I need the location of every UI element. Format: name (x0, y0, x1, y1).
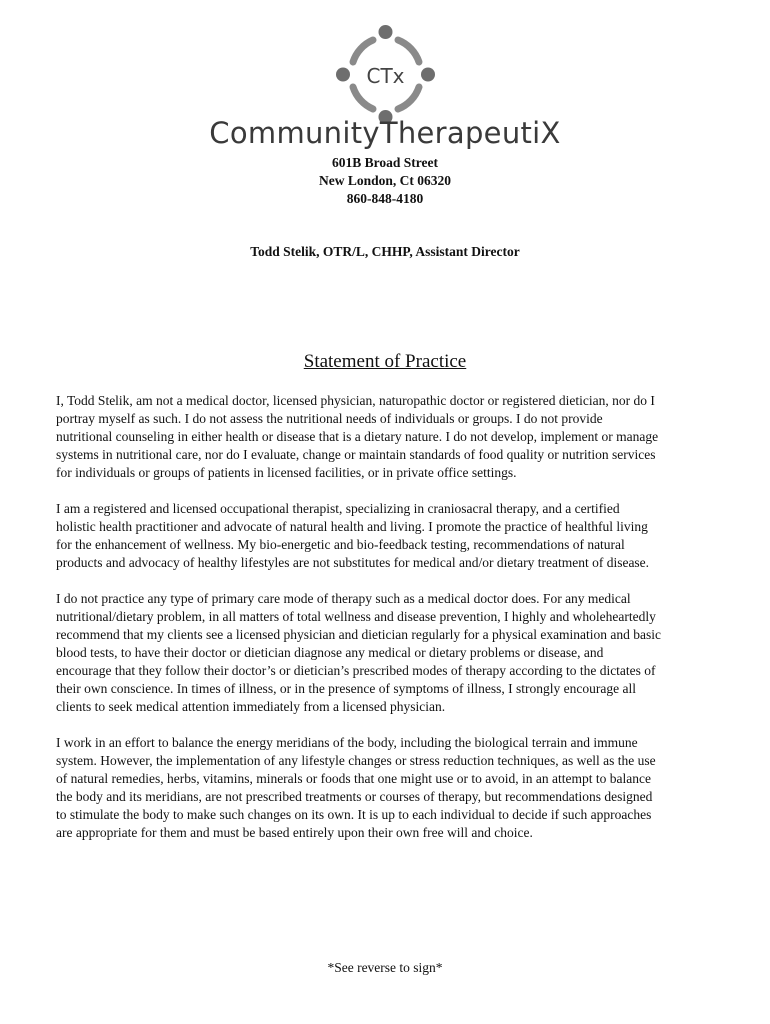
paragraph-4: I work in an effort to balance the energy meridians of the body, including the biological terrain and immune system. However, the implementation of any lifestyle changes or stress reduction techniques, as well as the use of natural remedies, herbs, vitamins, minerals or foods that one might use or to avoid, in an attempt to balance the body and its meridians, are not prescribed treatments or courses of therapy, but recommendations designed to stimulate the body to make such changes on its own. It is up to each individual to decide if such approaches are appropriate for them and must be based entirely upon their own free will and choice. (56, 735, 656, 840)
address-city: New London, Ct 06320 (318, 173, 451, 188)
statement-body (56, 392, 662, 860)
director-line: Todd Stelik, OTR/L, CHHP, Assistant Director (250, 244, 520, 259)
paragraph-1: I, Todd Stelik, am not a medical doctor, licensed physician, naturopathic doctor or registered dietician, nor do I portray myself as such. I do not assess the nutritional needs of individuals or groups. I do not provide nutritional counseling in either health or disease that is a dietary nature. I do not develop, implement or manage systems in nutritional care, nor do I evaluate, change or maintain standards of food quality or nutrition services for individuals or groups of patients in licensed facilities, or in private office settings. (56, 393, 659, 480)
logo-monogram: CTx (366, 64, 405, 88)
address-block (0, 154, 770, 208)
footer-note: *See reverse to sign* (327, 960, 443, 975)
paragraph-2: I am a registered and licensed occupational therapist, specializing in craniosacral therapy, and a certified holistic health practitioner and advocate of natural health and living. I promote the practice of healthful living for the enhancement of wellness. My bio-energetic and bio-feedback testing, recommendations of natural products and advocacy of healthy lifestyles are not substitutes for medical and/or dietary treatment of disease. (56, 501, 650, 570)
address-phone: 860-848-4180 (346, 191, 424, 206)
paragraph-3: I do not practice any type of primary care mode of therapy such as a medical doctor does. For any medical nutritional/dietary problem, in all matters of total wellness and disease prevention, I highly and wholeheartedly recommend that my clients see a licensed physician and dietician regularly for a physical examination and basic blood tests, to have their doctor or dietician diagnose any medical or dietary problems or disease, and encourage that they follow their doctor’s or dietician’s prescribed modes of therapy according to the dictates of their own conscience. In times of illness, or in the presence of symptoms of illness, I strongly encourage all clients to seek medical attention immediately from a licensed physician. (56, 591, 662, 714)
page-title: Statement of Practice (303, 351, 467, 372)
address-street: 601B Broad Street (332, 155, 438, 170)
logo-wordmark: CommunityTherapeutiX (209, 116, 561, 150)
ctx-logo-icon (333, 22, 438, 127)
